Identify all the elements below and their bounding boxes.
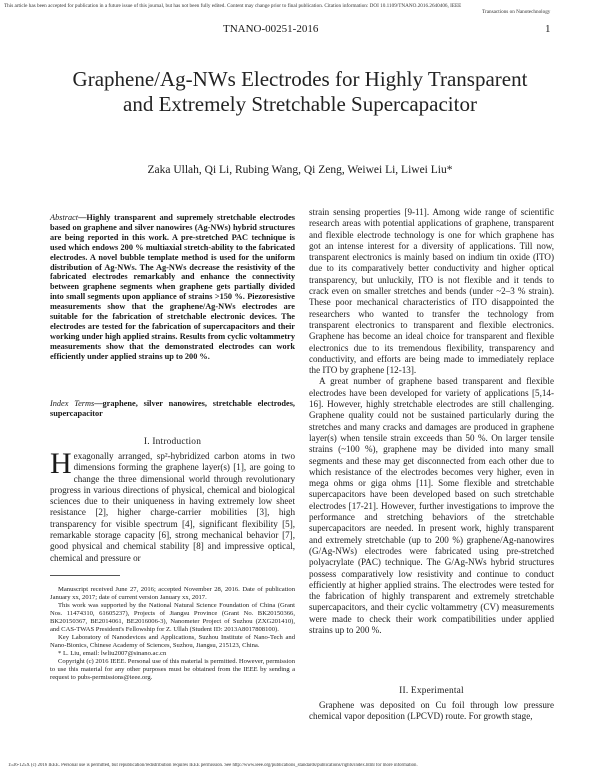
paper-title: Graphene/Ag-NWs Electrodes for Highly Transparent and Extremely Stretchable Supercapacitor: [72, 67, 528, 116]
copyright-footer: 1536-125X (c) 2016 IEEE. Personal use is permitted, but republication/redistribution requires IEEE permission. See http://www.ieee.org/publications_standards/publications/rights/index.html for more information.: [8, 763, 418, 768]
journal-notice: This article has been accepted for publication in a future issue of this journal, but has not been fully edited. Content may change prior to final publication. Citation information: DOI 10.1109/TNANO.2016.2640406, IEEE: [4, 3, 462, 9]
section-heading-experimental: II. Experimental: [399, 686, 464, 696]
index-terms: [50, 399, 295, 419]
manuscript-id: TNANO-00251-2016: [223, 23, 319, 35]
introduction-paragraph: [50, 447, 295, 564]
footnote-copyright: Copyright (c) 2016 IEEE. Personal use of this material is permitted. However, permission to use this material for any other purposes must be obtained from the IEEE by sending a request to pubs-permissions@ieee.org.: [50, 658, 295, 681]
body-paragraph: A great number of graphene based transparent and flexible electrodes have been developed for variety of applications [5,14-16]. However, highly stretchable electrodes are still challenging. Graphene quality could not be sustained particularly during the stretches and many cracks and damages are produced in graphene layer(s) when tensile strain exceeds than 50 %. On larger tensile strains (~100 %), graphene may be divided into many small segments and these may get disconnected from each other due to which resistance of the electrodes becomes very higher, even in mega ohms or giga ohms [11]. Some flexible and stretchable supercapacitors have been developed based on such stretchable electrodes [17-21]. However, further investigations to improve the performance and stretching behaviors of the stretchable supercapacitors are needed. In present work, highly transparent and extremely stretchable (up to 200 %) graphene/Ag-nanowires (G/Ag-NWs) electrodes were fabricated using pre-stretched polyacrylate (PAC) technique. The G/Ag-NWs hybrid structures possess comparatively low resistivity and continue to conduct efficiently at higher applied strains. The electrodes were tested for the fabrication of highly transparent and extremely stretchable supercapacitors, and their cyclic voltammetry (CV) measurements were made to check their work compatibilities under applied strains up to 200 %.: [309, 376, 554, 635]
index-terms-label: Index Terms: [50, 399, 95, 408]
footnotes: [50, 586, 295, 682]
footnote-funding: This work was supported by the National Natural Science Foundation of China (Grant Nos. 11474310, 61605237), Projects of Jiangsu Province (Grant No. BK20150366, BK20150367, BE2014061, BE2016006-3), Nanometer Project of Suzhou (ZXG201410), and CAS-TWAS President's Fellowship for Z. Ullah (Student ID: 2013A8017808100).: [50, 602, 295, 633]
abstract-label: Abstract: [50, 213, 79, 222]
experimental-paragraph: [309, 700, 554, 723]
page-number: 1: [545, 23, 551, 35]
drop-cap: H: [50, 447, 72, 480]
index-terms-text: —graphene, silver nanowires, stretchable electrodes, supercapacitor: [50, 399, 295, 418]
journal-name-notice: Transactions on Nanotechnology: [482, 9, 551, 15]
abstract: [50, 213, 295, 362]
experimental-text: Graphene was deposited on Cu foil through low pressure chemical vapor deposition (LPCVD) route. For growth stage,: [309, 700, 554, 722]
author-list: Zaka Ullah, Qi Li, Rubing Wang, Qi Zeng, Weiwei Li, Liwei Liu*: [147, 164, 453, 176]
body-paragraph: strain sensing properties [9-11]. Among wide range of scientific research areas with potential applications of graphene, transparent and flexible electrode technology is one for which graphene has got an intense interest for a diversity of applications. Till now, transparent electronics is mainly based on indium tin oxide (ITO) due to its comparatively better conductivity and higher optical transparency, but unluckily, ITO is not flexible and it tends to crack even on smaller stretches and bends (under ~2–3 % strain). These poor mechanical characteristics of ITO disappointed the researchers who wanted to transfer the technology from transparent electronics to transparent and flexible electronics. Graphene has become an ideal choice for transparent and flexible electronics due to its tremendous flexibility, transparency and conductivity, and efforts are being made to immediately replace the ITO by graphene [12-13].: [309, 207, 554, 376]
right-column-body: [309, 207, 554, 636]
footnote-divider: [50, 575, 120, 576]
footnote-received: Manuscript received June 27, 2016; accepted November 28, 2016. Date of publication January xx, 2017; date of current version January xx, 2017.: [50, 586, 295, 601]
introduction-text: exagonally arranged, sp²-hybridized carbon atoms in two dimensions forming the graphene layer(s) [1], are going to change the three dimensional world through revolutionary progress in various directions of physical, chemical and biological sciences due to their uniqueness in having extremely low sheet resistance [2], higher charge-carrier mobilities [3], high transparency for visible spectrum [4], significant flexibility [5], remarkable storage capacity [6], strong mechanical behavior [7], good physical and chemical stability [8] and impressive optical, chemical and pressure or: [50, 451, 295, 563]
abstract-text: —Highly transparent and supremely stretchable electrodes based on graphene and silver nanowires (Ag-NWs) hybrid structures are being reported in this work. A pre-stretched PAC technique is used which endows 200 % multiaxial stretch-ability to the fabricated electrodes. A novel bubble template method is used for the uniform distribution of Ag-NWs. The Ag-NWs decrease the resistivity of the fabricated electrodes remarkably and enhance the connectivity between graphene segments when graphene gets partially divided into small segments upon appliance of strains >150 %. Piezoresistive measurements show that the graphene/Ag-NWs electrodes are suitable for the fabrication of stretchable electronic devices. The electrodes are tested for the fabrication of supercapacitors and their working under high applied strains. Results from cyclic voltammetry measurements show that the demonstrated electrodes can work efficiently under applied strains up to 200 %.: [50, 213, 295, 361]
footnote-affiliation: Key Laboratory of Nanodevices and Applications, Suzhou Institute of Nano-Tech and Nano-Bionics, Chinese Academy of Sciences, Suzhou, Jiangsu, 215123, China.: [50, 634, 295, 649]
section-heading-introduction: I. Introduction: [143, 437, 202, 447]
footnote-contact: * L. Liu, email: lwliu2007@sinano.ac.cn: [58, 650, 167, 657]
